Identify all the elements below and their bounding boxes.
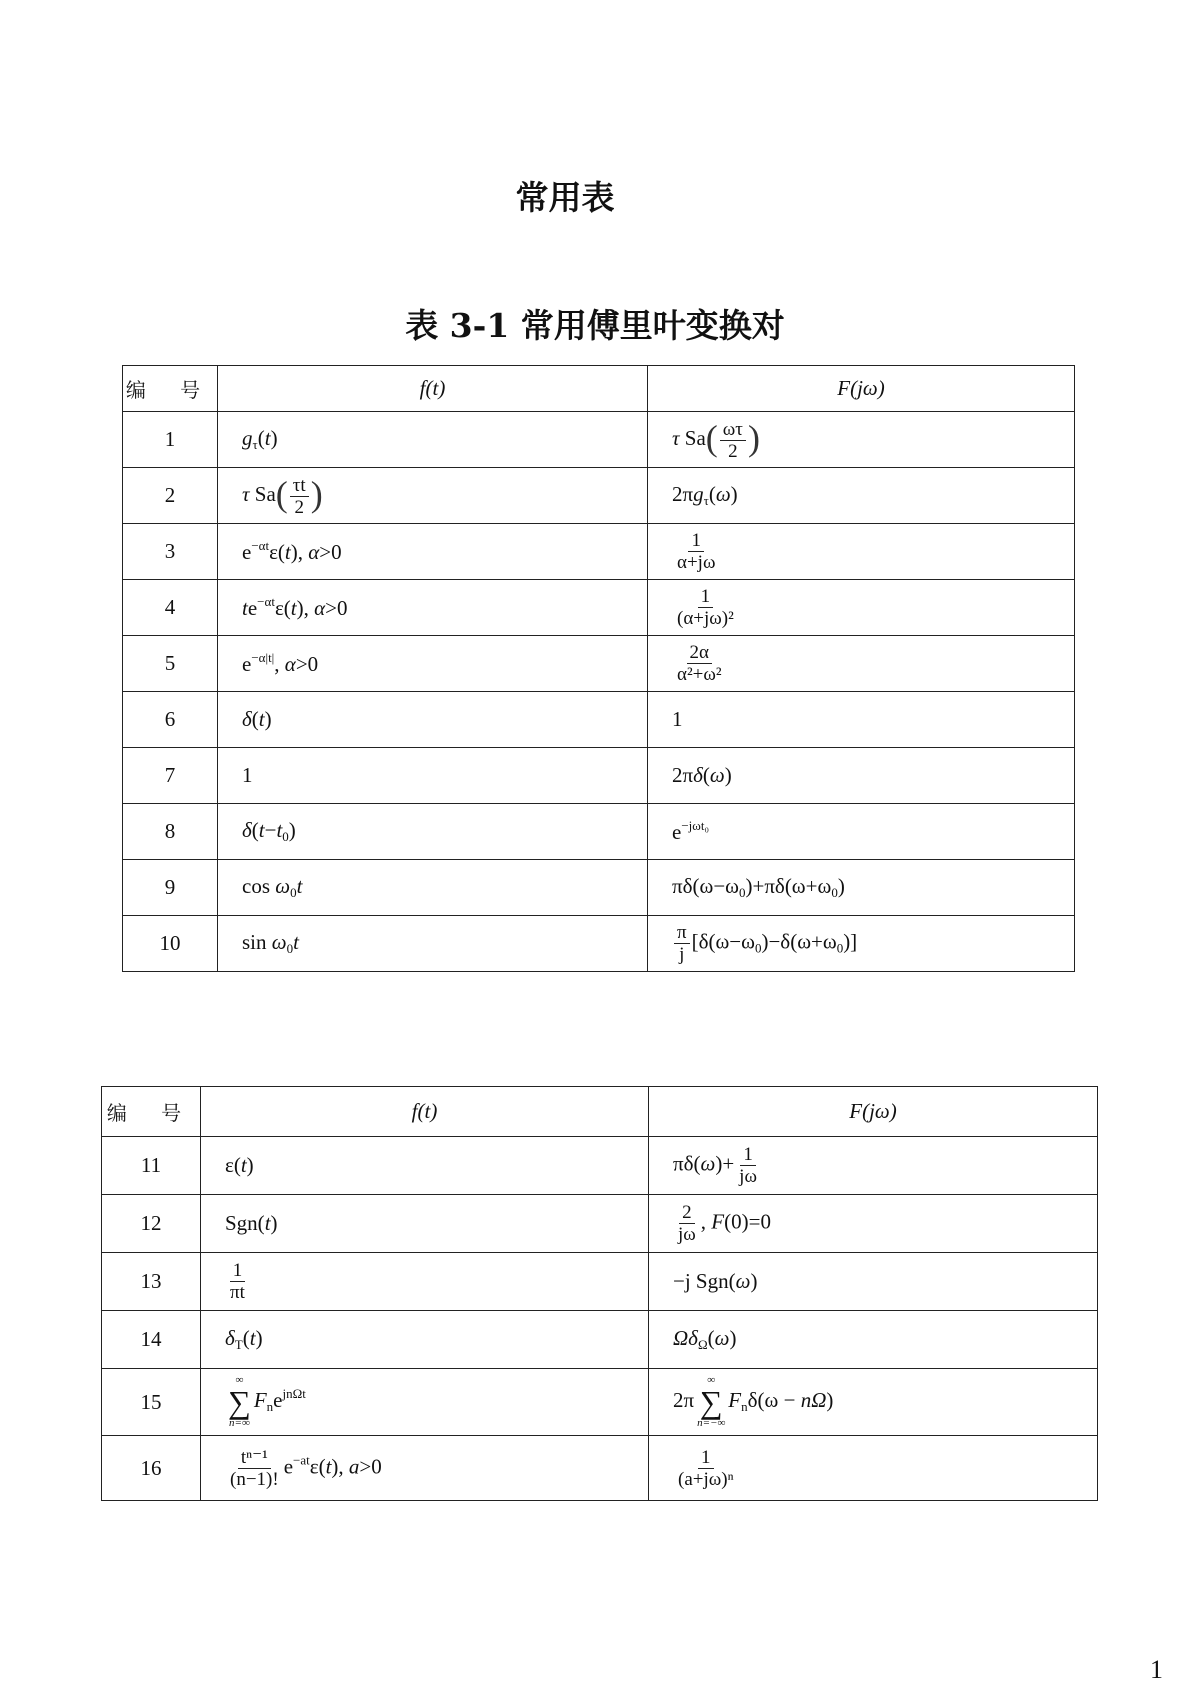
summation-lower-limit: n=−∞	[697, 1417, 726, 1429]
formula-fraction	[675, 1447, 737, 1490]
fraction-denominator: 2	[728, 440, 738, 462]
formula-text: (	[251, 707, 259, 731]
row-number: 11	[102, 1137, 201, 1195]
formula-text: (	[708, 482, 716, 506]
formula-text: ,	[700, 1209, 712, 1234]
table-row	[102, 1137, 1098, 1195]
fraction-denominator: (α+jω)²	[677, 608, 734, 629]
row-number: 4	[123, 580, 218, 636]
row-number: 2	[123, 468, 218, 524]
time-domain-function	[201, 1369, 649, 1436]
page-number: 1	[1150, 1655, 1163, 1684]
formula-text: e	[273, 1387, 283, 1412]
formula-text: >0	[319, 540, 342, 564]
frequency-domain-transform	[649, 1195, 1098, 1253]
formula-text: ),	[290, 540, 309, 564]
summation	[228, 1375, 251, 1429]
formula-text: )	[837, 874, 845, 898]
fraction-denominator: πt	[230, 1282, 245, 1303]
summation-sign-icon: ∑	[699, 1384, 723, 1420]
formula-fraction	[674, 642, 725, 685]
formula-text: 2π	[672, 482, 694, 506]
formula-text: )+πδ(ω+ω	[745, 874, 832, 898]
row-number: 3	[123, 524, 218, 580]
row-number: 13	[102, 1253, 201, 1311]
formula-variable: t	[242, 596, 248, 620]
formula-variable: t	[258, 707, 265, 731]
fraction-denominator: (a+jω)ⁿ	[678, 1468, 734, 1490]
fourier-table-2	[101, 1086, 1098, 1501]
formula-text: cos	[242, 874, 276, 898]
formula-superscript: −at	[293, 1451, 310, 1467]
formula-variable: t	[240, 1153, 247, 1177]
formula-text: ),	[331, 1453, 349, 1478]
header-F-jw: F(jω)	[648, 366, 1075, 412]
formula-bracket: )	[310, 474, 323, 515]
frequency-domain-transform	[648, 468, 1075, 524]
formula-fraction	[674, 922, 690, 965]
header-f-t: f(t)	[218, 366, 648, 412]
fraction-numerator: 2	[679, 1202, 695, 1224]
formula-variable: ω	[700, 1151, 716, 1176]
row-number: 15	[102, 1369, 201, 1436]
row-number: 5	[123, 636, 218, 692]
formula-text: )+	[715, 1151, 735, 1176]
formula-text: πδ(ω−ω	[672, 874, 739, 898]
summation-upper-limit: ∞	[235, 1374, 244, 1386]
formula-text: e	[242, 652, 252, 676]
formula-variable: δ	[242, 818, 252, 842]
table-row	[123, 412, 1075, 468]
formula-subscript: 0	[286, 941, 294, 956]
time-domain-function	[218, 860, 648, 916]
fraction-denominator: α+jω	[677, 552, 716, 573]
fraction-numerator: ωτ	[720, 419, 746, 441]
formula-variable: ω	[709, 763, 725, 787]
table-row	[123, 468, 1075, 524]
formula-subscript: 0	[754, 940, 762, 956]
formula-text: )	[724, 763, 732, 787]
formula-subscript: 0	[831, 885, 838, 900]
formula-text: e	[247, 596, 258, 620]
formula-bracket: )	[747, 418, 760, 459]
frequency-domain-transform	[649, 1137, 1098, 1195]
formula-variable: t	[325, 1453, 332, 1478]
page-title: 常用表	[515, 178, 615, 217]
table-row	[123, 580, 1075, 636]
formula-fraction	[290, 475, 309, 518]
table-row	[102, 1253, 1098, 1311]
formula-fraction	[227, 1260, 248, 1303]
formula-fraction	[674, 586, 737, 629]
time-domain-function	[218, 692, 648, 748]
formula-variable: F	[711, 1209, 725, 1234]
formula-variable: α	[308, 540, 320, 564]
frequency-domain-transform	[649, 1253, 1098, 1311]
formula-variable: δ	[225, 1326, 235, 1350]
row-number: 12	[102, 1195, 201, 1253]
formula-subscript: 0	[738, 885, 746, 900]
formula-variable: ω	[714, 1326, 730, 1350]
formula-variable: F	[253, 1387, 267, 1412]
table-row	[102, 1311, 1098, 1369]
row-number: 6	[123, 692, 218, 748]
fraction-numerator: 1	[698, 1447, 714, 1469]
table-row	[123, 748, 1075, 804]
header-number: 编 号	[102, 1087, 201, 1137]
fraction-numerator: π	[674, 922, 690, 944]
frequency-domain-transform	[648, 916, 1075, 972]
formula-text: e	[283, 1453, 294, 1478]
table-row	[123, 916, 1075, 972]
row-number: 9	[123, 860, 218, 916]
time-domain-function	[218, 916, 648, 972]
formula-text: −j Sgn(	[673, 1269, 736, 1293]
formula-fraction	[674, 530, 718, 573]
formula-variable: t	[264, 1211, 271, 1235]
frequency-domain-transform	[649, 1369, 1098, 1436]
table-row	[123, 804, 1075, 860]
formula-text: e	[672, 820, 682, 844]
fourier-table-1	[122, 365, 1075, 972]
time-domain-function	[218, 524, 648, 580]
formula-variable: Ωδ	[673, 1326, 698, 1350]
formula-text: )	[826, 1387, 834, 1412]
frequency-domain-transform	[649, 1436, 1098, 1501]
time-domain-function	[218, 580, 648, 636]
formula-subscript: Ω	[697, 1337, 708, 1352]
formula-superscript: jnΩt	[282, 1385, 306, 1401]
summation	[697, 1375, 725, 1429]
frequency-domain-transform	[648, 636, 1075, 692]
table-row	[102, 1436, 1098, 1501]
table-caption: 表 3-1 常用傅里叶变换对	[405, 306, 785, 345]
formula-text: −	[264, 818, 277, 842]
row-number: 16	[102, 1436, 201, 1501]
formula-fraction	[675, 1202, 699, 1245]
formula-variable: t	[296, 874, 303, 898]
row-number: 8	[123, 804, 218, 860]
formula-text: (	[707, 1326, 715, 1350]
summation-upper-limit: ∞	[707, 1374, 716, 1386]
formula-subscript: 0	[282, 829, 289, 844]
formula-text: (	[242, 1326, 250, 1350]
table-row	[123, 860, 1075, 916]
fraction-denominator: j	[679, 944, 685, 965]
row-number: 14	[102, 1311, 201, 1369]
header-f-t: f(t)	[201, 1087, 649, 1137]
frequency-domain-transform	[648, 692, 1075, 748]
formula-variable: τ	[242, 482, 250, 507]
formula-text: )	[288, 818, 296, 842]
formula-bracket: (	[275, 474, 288, 515]
formula-variable: δ	[693, 763, 703, 787]
formula-fraction	[736, 1144, 760, 1187]
header-F-jw: F(jω)	[649, 1087, 1098, 1137]
time-domain-function	[218, 412, 648, 468]
time-domain-function	[218, 748, 648, 804]
formula-text: ),	[296, 596, 315, 620]
formula-variable: t	[276, 818, 283, 842]
formula-text: )	[730, 482, 738, 506]
formula-text: ε(	[309, 1453, 326, 1478]
formula-variable: α	[284, 652, 296, 676]
formula-superscript: −αt	[251, 538, 270, 553]
summation-sign-icon: ∑	[228, 1384, 251, 1420]
formula-subscript: τ	[252, 437, 258, 452]
formula-text: >0	[325, 596, 348, 620]
formula-subscript: n	[741, 1398, 748, 1414]
formula-text: sin	[242, 930, 272, 954]
fraction-numerator: tⁿ⁻¹	[238, 1447, 271, 1469]
time-domain-function	[201, 1311, 649, 1369]
formula-variable: t	[290, 596, 297, 620]
formula-variable: t	[249, 1326, 256, 1350]
formula-text: )]	[843, 929, 858, 954]
formula-text: ε(	[269, 540, 285, 564]
time-domain-function	[218, 468, 648, 524]
formula-subscript: τ	[703, 493, 709, 508]
formula-variable: t	[258, 818, 265, 842]
formula-variable: ω	[735, 1269, 751, 1293]
time-domain-function	[201, 1137, 649, 1195]
formula-text: δ(ω −	[747, 1387, 801, 1412]
formula-subscript: T	[234, 1337, 243, 1352]
fraction-numerator: 1	[740, 1144, 756, 1166]
row-number: 1	[123, 412, 218, 468]
fraction-denominator: 2	[294, 496, 304, 518]
formula-text: [δ(ω−ω	[691, 929, 755, 954]
fraction-numerator: τt	[290, 475, 309, 497]
time-domain-function	[201, 1253, 649, 1311]
fraction-denominator: jω	[739, 1166, 757, 1187]
formula-text: ε(	[225, 1153, 241, 1177]
formula-variable: nΩ	[800, 1387, 827, 1412]
fraction-denominator: α²+ω²	[677, 664, 722, 685]
formula-text: >0	[295, 652, 319, 676]
formula-text: 1	[672, 707, 683, 731]
formula-text: (0)=0	[724, 1209, 771, 1234]
formula-text: 1	[242, 763, 253, 787]
formula-variable: ω	[275, 874, 291, 898]
formula-subscript: 0	[836, 940, 844, 956]
fraction-numerator: 2α	[687, 642, 712, 664]
formula-variable: F	[728, 1387, 742, 1412]
table-row	[102, 1195, 1098, 1253]
fraction-denominator: jω	[678, 1224, 696, 1245]
formula-text: >0	[359, 1453, 382, 1478]
formula-text: )	[750, 1269, 758, 1293]
formula-variable: τ	[672, 426, 680, 451]
formula-fraction	[227, 1447, 282, 1490]
frequency-domain-transform	[649, 1311, 1098, 1369]
formula-text: )	[270, 1211, 278, 1235]
formula-variable: ω	[271, 930, 287, 954]
table-row	[123, 524, 1075, 580]
formula-text: e	[242, 540, 252, 564]
row-number: 7	[123, 748, 218, 804]
formula-text: (	[702, 763, 710, 787]
frequency-domain-transform	[648, 412, 1075, 468]
formula-variable: t	[264, 426, 271, 450]
formula-text: (	[257, 426, 265, 450]
formula-text: )	[729, 1326, 737, 1350]
formula-superscript: −α|t|	[251, 650, 275, 665]
formula-text: πδ(	[673, 1151, 701, 1176]
time-domain-function	[201, 1436, 649, 1501]
formula-bracket: (	[705, 418, 718, 459]
header-row	[123, 366, 1075, 412]
fraction-numerator: 1	[230, 1260, 246, 1282]
time-domain-function	[218, 636, 648, 692]
summation-lower-limit: n=∞	[229, 1417, 250, 1429]
frequency-domain-transform	[648, 580, 1075, 636]
formula-subscript: n	[266, 1398, 274, 1414]
formula-subscript: 0	[290, 885, 297, 900]
formula-variable: δ	[242, 707, 252, 731]
formula-superscript: −jωt₀	[681, 818, 709, 833]
row-number: 10	[123, 916, 218, 972]
fraction-numerator: 1	[698, 586, 714, 608]
header-number: 编 号	[123, 366, 218, 412]
table-row	[102, 1369, 1098, 1436]
formula-text: ,	[274, 652, 285, 676]
fraction-denominator: (n−1)!	[230, 1468, 279, 1490]
header-row	[102, 1087, 1098, 1137]
time-domain-function	[218, 804, 648, 860]
formula-text: Sa	[249, 482, 276, 507]
formula-text: ε(	[274, 596, 291, 620]
frequency-domain-transform	[648, 524, 1075, 580]
formula-text: (	[251, 818, 259, 842]
table-row	[123, 692, 1075, 748]
formula-variable: t	[293, 930, 299, 954]
formula-text: )	[270, 426, 278, 450]
formula-variable: g	[693, 482, 704, 506]
frequency-domain-transform	[648, 860, 1075, 916]
formula-variable: ω	[715, 482, 731, 506]
formula-text: )	[246, 1153, 254, 1177]
formula-text: )−δ(ω+ω	[761, 929, 837, 954]
formula-text: 2π	[673, 1387, 695, 1412]
formula-variable: t	[284, 540, 291, 564]
formula-text: 2π	[672, 763, 694, 787]
formula-text: Sa	[679, 426, 706, 451]
formula-variable: a	[348, 1453, 360, 1478]
time-domain-function	[201, 1195, 649, 1253]
frequency-domain-transform	[648, 748, 1075, 804]
table-row	[123, 636, 1075, 692]
formula-variable: g	[242, 426, 253, 450]
formula-text: )	[264, 707, 272, 731]
formula-fraction	[720, 419, 746, 462]
formula-superscript: −αt	[257, 594, 275, 609]
formula-variable: α	[314, 596, 326, 620]
fraction-numerator: 1	[688, 530, 704, 552]
formula-text: )	[255, 1326, 263, 1350]
frequency-domain-transform	[648, 804, 1075, 860]
formula-text: Sgn(	[225, 1211, 265, 1235]
